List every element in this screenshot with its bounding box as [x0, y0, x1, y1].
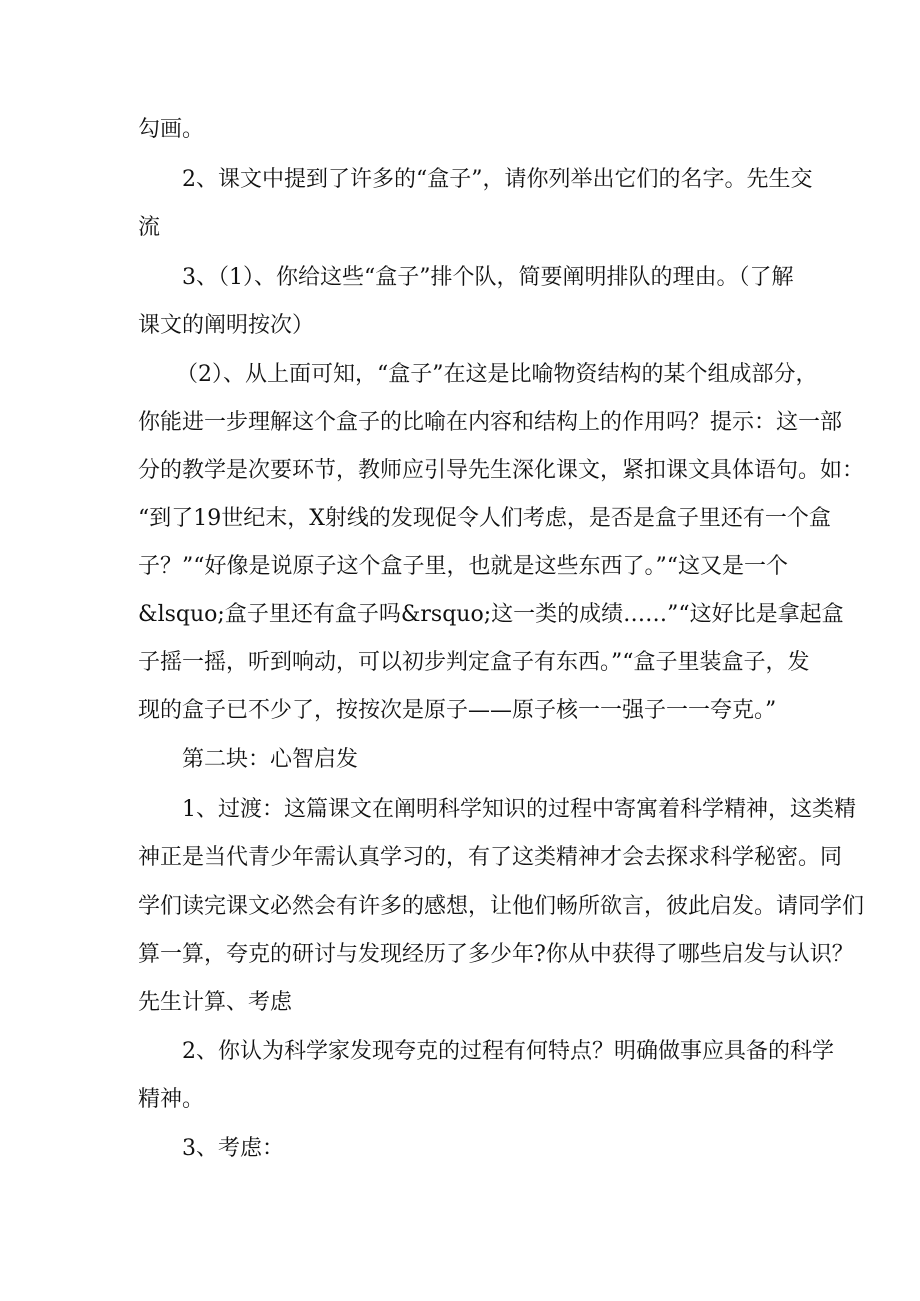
text-line: （2）、从上面可知，“盒子”在这是比喻物资结构的某个组成部分， — [176, 362, 818, 387]
text-line: 现的盒子已不少了，按按次是原子——原子核一一强子一一夸克。” — [138, 698, 777, 723]
text-line: 流 — [138, 215, 161, 240]
text-line: 1、过渡：这篇课文在阐明科学知识的过程中寄寓着科学精神，这类精 — [182, 797, 856, 822]
text-line: 精神。 — [138, 1087, 205, 1112]
text-line: 2、你认为科学家发现夸克的过程有何特点？明确做事应具备的科学 — [182, 1039, 834, 1064]
text-line: 勾画。 — [138, 117, 205, 142]
text-line: 3、考虑： — [182, 1136, 284, 1161]
text-line: 2、课文中提到了许多的“盒子”，请你列举出它们的名字。先生交 — [182, 167, 813, 192]
text-line: 算一算，夸克的研讨与发现经历了多少年?你从中获得了哪些启发与认识？ — [138, 942, 854, 967]
text-line: 子？”“好像是说原子这个盒子里，也就是这些东西了。”“这又是一个 — [138, 554, 788, 579]
section-heading: 第二块：心智启发 — [182, 747, 359, 772]
text-line: 先生计算、考虑 — [138, 990, 293, 1015]
text-line: &lsquo;盒子里还有盒子吗&rsquo;这一类的成绩……”“这好比是拿起盒 — [138, 602, 844, 627]
text-line: 子摇一摇，听到响动，可以初步判定盒子有东西。”“盒子里装盒子，发 — [138, 650, 810, 675]
text-line: 学们读完课文必然会有许多的感想，让他们畅所欲言，彼此启发。请同学们 — [138, 894, 865, 919]
text-line: 分的教学是次要环节，教师应引导先生深化课文，紧扣课文具体语句。如： — [138, 458, 865, 483]
text-line: 3、（1）、你给这些“盒子”排个队，简要阐明排队的理由。（了解 — [182, 265, 794, 290]
text-line: 你能进一步理解这个盒子的比喻在内容和结构上的作用吗？提示：这一部 — [138, 410, 843, 435]
text-line: “到了19世纪末，X射线的发现促令人们考虑，是否是盒子里还有一个盒 — [138, 506, 831, 531]
text-line: 神正是当代青少年需认真学习的，有了这类精神才会去探求科学秘密。同 — [138, 845, 843, 870]
text-line: 课文的阐明按次） — [138, 313, 315, 338]
